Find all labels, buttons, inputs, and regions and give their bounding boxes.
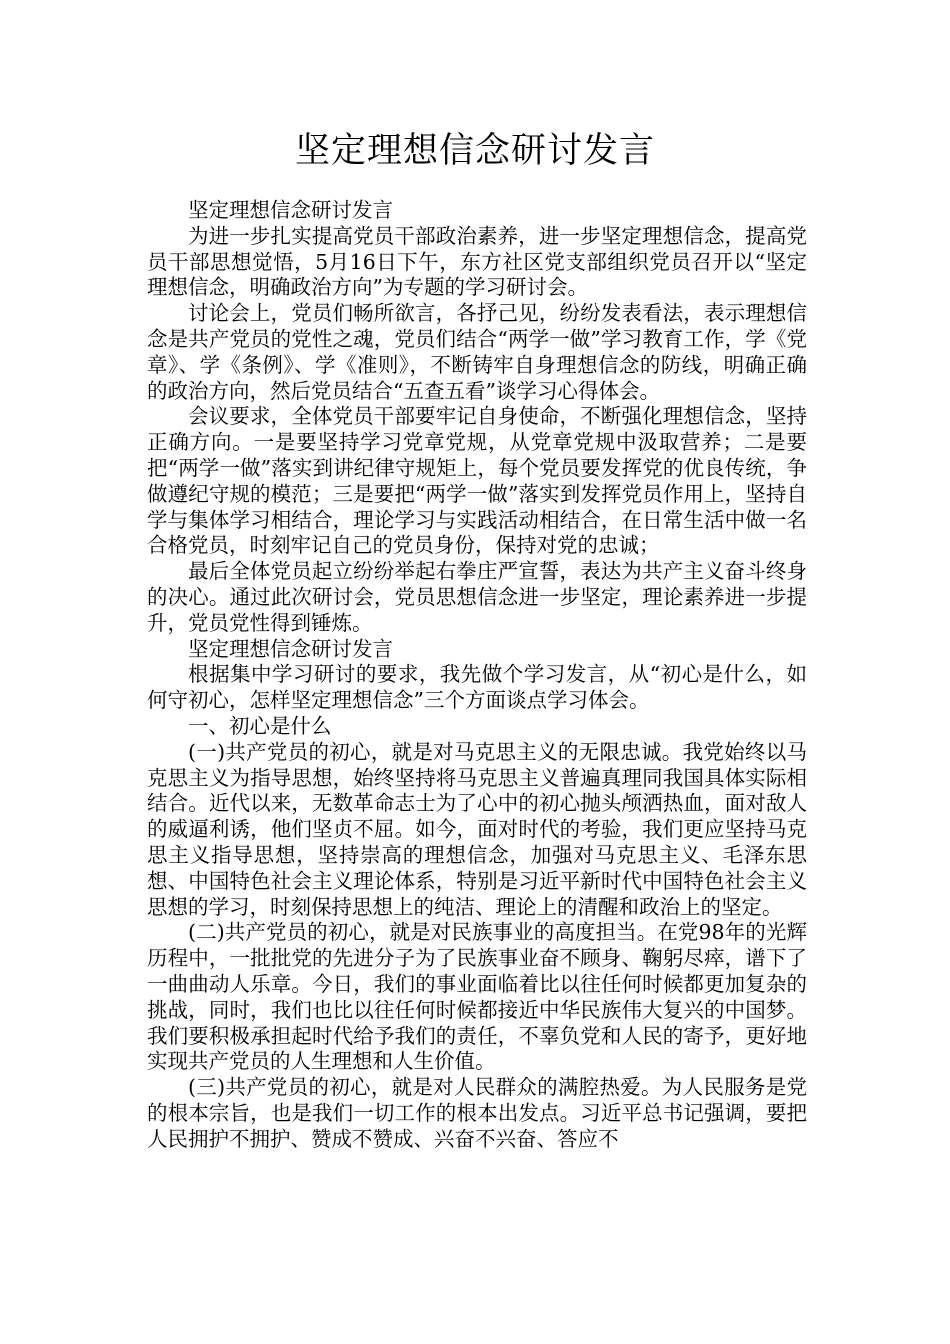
section-heading: 一、初心是什么 [188, 713, 332, 738]
paragraph: 会议要求，全体党员干部要牢记自身使命，不断强化理想信念，坚持正确方向。一是要坚持学习党章党规，从党章党规中汲取营养；二是要把“两学一做”落实到讲纪律守规矩上，每个党员要发挥党的优良传统，争做遵纪守规的模范；三是要把“两学一做”落实到发挥党员作用上，坚持自学与集体学习相结合，理论学习与实践活动相结合，在日常生活中做一名合格党员，时刻牢记自己的党员身份，保持对党的忠诚； [147, 404, 807, 558]
paragraph: (一)共产党员的初心，就是对马克思主义的无限忠诚。我党始终以马克思主义为指导思想，始终坚持将马克思主义普遍真理同我国具体实际相结合。近代以来，无数革命志士为了心中的初心抛头颅洒热血，面对敌人的威逼利诱，他们坚贞不屈。如今，面对时代的考验，我们更应坚持马克思主义指导思想，坚持崇高的理想信念，加强对马克思主义、毛泽东思想、中国特色社会主义理论体系，特别是习近平新时代中国特色社会主义思想的学习，时刻保持思想上的纯洁、理论上的清醒和政治上的坚定。 [147, 739, 807, 919]
paragraph-subtitle: 坚定理想信念研讨发言 [188, 198, 393, 222]
paragraph: 讨论会上，党员们畅所欲言，各抒己见，纷纷发表看法，表示理想信念是共产党员的党性之魂，党员们结合“两学一做”学习教育工作，学《党章》、学《条例》、学《准则》，不断铸牢自身理想信念的防线，明确正确的政治方向，然后党员结合“五查五看”谈学习心得体会。 [147, 301, 807, 403]
paragraph: 为进一步扎实提高党员干部政治素养，进一步坚定理想信念，提高党员干部思想觉悟，5月16日下午，东方社区党支部组织党员召开以“坚定理想信念，明确政治方向”为专题的学习研讨会。 [147, 223, 807, 300]
paragraph-subtitle: 坚定理想信念研讨发言 [188, 636, 393, 661]
paragraph: (二)共产党员的初心，就是对民族事业的高度担当。在党98年的光辉历程中，一批批党的先进分子为了民族事业奋不顾身、鞠躬尽瘁，谱下了一曲曲动人乐章。今日，我们的事业面临着比以往任何时候都更加复杂的挑战，同时，我们也比以往任何时候都接近中华民族伟大复兴的中国梦。我们要积极承担起时代给予我们的责任，不辜负党和人民的寄予，更好地实现共产党员的人生理想和人生价值。 [147, 920, 807, 1074]
document-body [147, 198, 807, 1152]
document-title: 坚定理想信念研讨发言 [294, 131, 655, 171]
paragraph: (三)共产党员的初心，就是对人民群众的满腔热爱。为人民服务是党的根本宗旨，也是我们一切工作的根本出发点。习近平总书记强调，要把人民拥护不拥护、赞成不赞成、兴奋不兴奋、答应不 [147, 1075, 807, 1151]
paragraph: 根据集中学习研讨的要求，我先做个学习发言，从“初心是什么，如何守初心，怎样坚定理想信念”三个方面谈点学习体会。 [147, 662, 807, 713]
paragraph: 最后全体党员起立纷纷举起右拳庄严宣誓，表达为共产主义奋斗终身的决心。通过此次研讨会，党员思想信念进一步坚定，理论素养进一步提升，党员党性得到锤炼。 [147, 559, 807, 635]
